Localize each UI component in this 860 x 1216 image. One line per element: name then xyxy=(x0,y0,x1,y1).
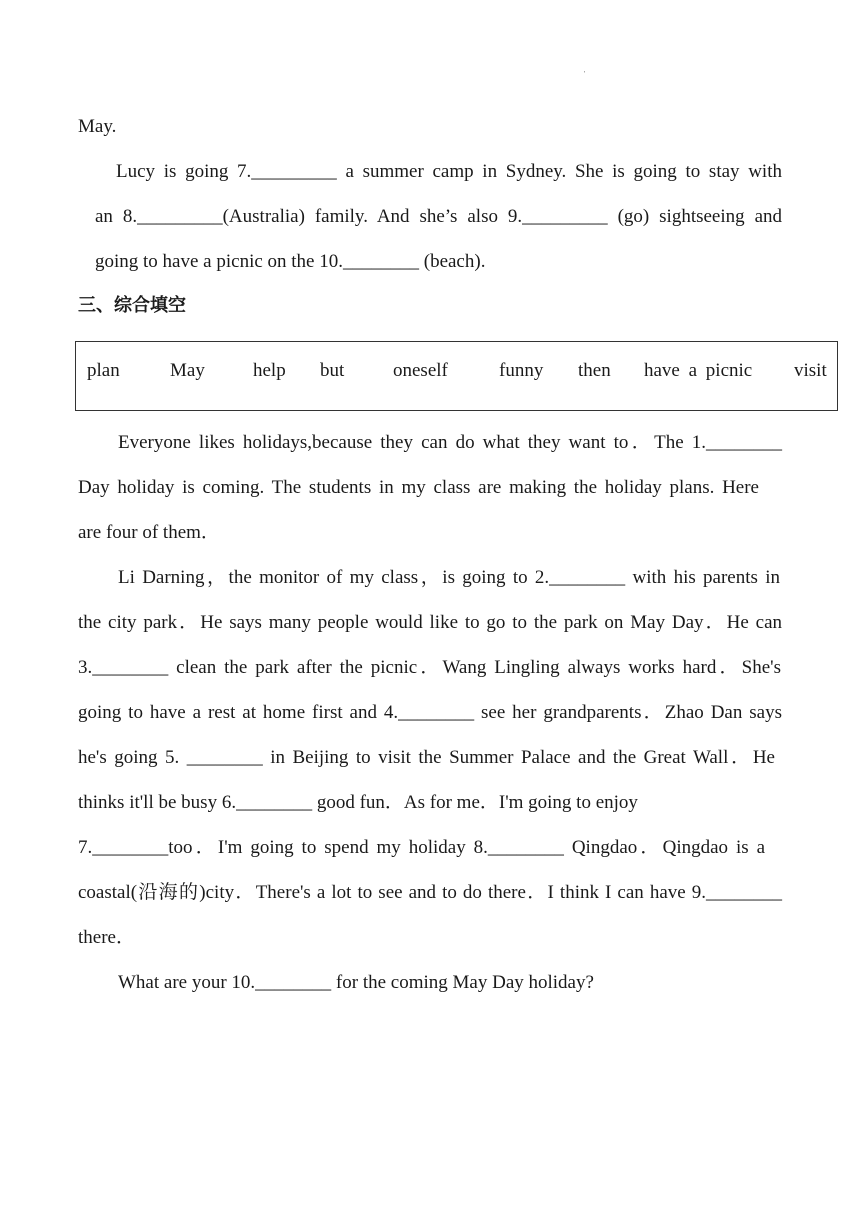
passage-line: 7.________too．I'm going to spend my holiday 8.________ Qingdao．Qingdao is a xyxy=(78,837,765,858)
text-line: May. xyxy=(78,116,117,137)
passage-line: coastal(沿海的)city．There's a lot to see and to do there．I think I can have 9.________ xyxy=(78,882,782,903)
passage-line: Day holiday is coming. The students in my class are making the holiday plans. Here xyxy=(78,477,759,498)
passage-line: thinks it'll be busy 6.________ good fun．As for me．I'm going to enjoy xyxy=(78,792,638,813)
passage-line: he's going 5. ________ in Beijing to visit the Summer Palace and the Great Wall．He xyxy=(78,747,775,768)
word-bank-box xyxy=(75,341,838,411)
passage-line: What are your 10.________ for the coming May Day holiday? xyxy=(118,972,594,993)
page-mark: ' xyxy=(584,70,586,78)
word-bank-item: funny xyxy=(499,360,544,381)
passage-line: the city park．He says many people would like to go to the park on May Day．He can xyxy=(78,612,782,633)
passage-line: Everyone likes holidays,because they can do what they want to．The 1.________ xyxy=(118,432,782,453)
passage-line: are four of them． xyxy=(78,522,220,543)
word-bank-item: visit xyxy=(794,360,827,381)
word-bank-item: help xyxy=(253,360,286,381)
passage-line: 3.________ clean the park after the picnic．Wang Lingling always works hard．She's xyxy=(78,657,781,678)
passage-line: Li Darning，the monitor of my class，is going to 2.________ with his parents in xyxy=(118,567,780,588)
text-line: an 8._________(Australia) family. And she’s also 9._________ (go) sightseeing and xyxy=(95,206,782,227)
word-bank-item: then xyxy=(578,360,611,381)
word-bank-item: plan xyxy=(87,360,120,381)
word-bank-item: May xyxy=(170,360,205,381)
word-bank-item: but xyxy=(320,360,345,381)
text-line: Lucy is going 7._________ a summer camp in Sydney. She is going to stay with xyxy=(116,161,782,182)
passage-line: going to have a rest at home first and 4.________ see her grandparents．Zhao Dan says xyxy=(78,702,782,723)
passage-line: there． xyxy=(78,927,135,948)
word-bank-item: have a picnic xyxy=(644,360,753,381)
word-bank-item: oneself xyxy=(393,360,448,381)
text-line: going to have a picnic on the 10.________ (beach). xyxy=(95,251,486,272)
section-title: 三、综合填空 xyxy=(78,295,186,316)
